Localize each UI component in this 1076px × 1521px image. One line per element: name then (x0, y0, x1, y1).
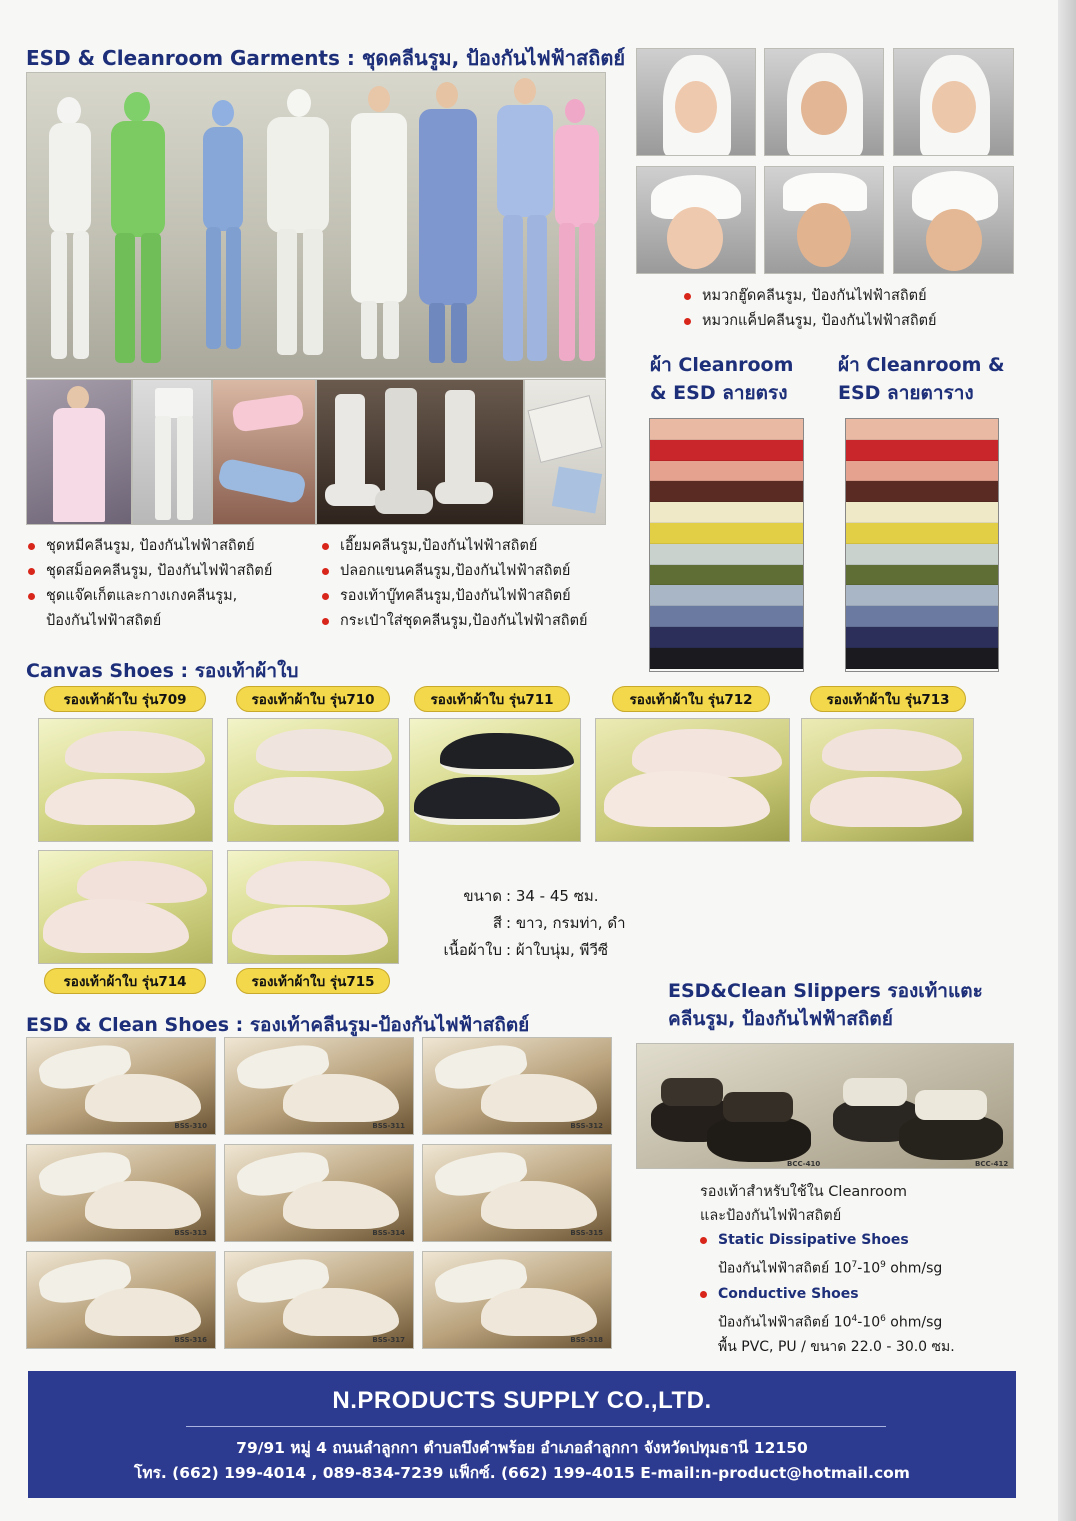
clean-shoes-grid (26, 1037, 612, 1349)
canvas-shoes-title: Canvas Shoes : รองเท้าผ้าใบ (26, 660, 299, 682)
garment-item-continued: ป้องกันไฟฟ้าสถิตย์ (46, 613, 162, 629)
canvas-shoe-712-photo (595, 718, 790, 842)
garment-item: ชุดสม็อคคลีนรูม, ป้องกันไฟฟ้าสถิตย์ (24, 559, 272, 584)
spec-label-material: เนื้อผ้าใบ (443, 941, 502, 959)
hat-item: หมวกแค็ปคลีนรูม, ป้องกันไฟฟ้าสถิตย์ (680, 309, 937, 334)
shoe-upper (85, 1074, 201, 1122)
fabric-check-title-line2: ESD ลายตาราง (838, 382, 974, 404)
conductive-range-mid: -10 (857, 1314, 881, 1331)
slippers-title-line2: คลีนรูม, ป้องกันไฟฟ้าสถิตย์ (668, 1008, 893, 1030)
shoe-upper (283, 1074, 399, 1122)
fabric-color-swatch (650, 606, 803, 627)
shoe-model-code: BSS-310 (174, 1122, 207, 1130)
model-tag-712: รองเท้าผ้าใบ รุ่น712 (612, 686, 770, 712)
fabric-color-swatch (846, 440, 998, 461)
garment-figures-illustration (27, 73, 606, 378)
fabric-check-title-line1: ผ้า Cleanroom & (838, 354, 1005, 376)
company-contact: โทร. (662) 199-4014 , 089-834-7239 แฟ็กซ์. (662) 199-4015 E-mail:n-product@hotmail.com (134, 1464, 910, 1482)
dissipative-label: Static Dissipative Shoes (696, 1228, 955, 1253)
fabric-color-swatch (846, 627, 998, 648)
cap-photo-2 (764, 166, 884, 274)
fabric-color-swatch (650, 419, 803, 440)
model-tag-714: รองเท้าผ้าใบ รุ่น714 (44, 968, 206, 994)
hood-photo-3 (893, 48, 1014, 156)
spec-values (506, 883, 626, 964)
fabric-straight-title-line1: ผ้า Cleanroom (650, 354, 794, 376)
figure-blue-coverall-1 (203, 100, 243, 349)
garments-title: ESD & Cleanroom Garments : ชุดคลีนรูม, ป้องกันไฟฟ้าสถิตย์ (26, 46, 626, 70)
slippers-title-line1: ESD&Clean Slippers รองเท้าแตะ (668, 980, 983, 1002)
clean-shoe-photo (224, 1037, 414, 1135)
clean-shoe-photo (26, 1251, 216, 1349)
clean-shoe-photo (26, 1037, 216, 1135)
conductive-unit: ohm/sg (885, 1314, 943, 1331)
canvas-shoe-710-photo (227, 718, 399, 842)
shoe-upper (481, 1288, 597, 1336)
apron-photo (26, 379, 132, 525)
fabric-swatch-check (845, 418, 999, 672)
fabric-color-swatch (650, 565, 803, 586)
page-edge (1058, 0, 1076, 1521)
canvas-shoe-714-photo (38, 850, 213, 964)
dissipative-exp-low: 7 (851, 1260, 858, 1270)
canvas-shoe-715-photo (227, 850, 399, 964)
shoe-model-code: BSS-317 (372, 1336, 405, 1344)
shoe-model-code: BSS-313 (174, 1229, 207, 1237)
fabric-color-swatch (846, 419, 998, 440)
garment-item: กระเป๋าใส่ชุดคลีนรูม,ป้องกันไฟฟ้าสถิตย์ (318, 609, 588, 634)
model-tag-713: รองเท้าผ้าใบ รุ่น713 (810, 686, 966, 712)
garment-item: ชุดแจ๊คเก็ตและกางเกงคลีนรูม, (24, 584, 272, 609)
dissipative-exp-high: 9 (880, 1260, 886, 1270)
spec-value-size: : 34 - 45 ซม. (506, 887, 599, 905)
fabric-color-swatch (846, 523, 998, 544)
figure-pink-jacket (555, 99, 599, 361)
slipper-code: BCC-412 (975, 1160, 1009, 1168)
fabric-color-swatch (650, 461, 803, 482)
model-tag-715: รองเท้าผ้าใบ รุ่น715 (236, 968, 390, 994)
shoe-upper (283, 1181, 399, 1229)
cap-photo-3 (893, 166, 1014, 274)
model-tag-709: รองเท้าผ้าใบ รุ่น709 (44, 686, 206, 712)
company-address: 79/91 หมู่ 4 ถนนลำลูกกา ตำบลบึงคำพร้อย อำเภอลำลูกกา จังหวัดปทุมธานี 12150 (236, 1439, 808, 1457)
fabric-color-swatch (650, 440, 803, 461)
fabric-color-swatch (846, 648, 998, 669)
clean-shoe-photo (422, 1251, 612, 1349)
figure-blue-smock (419, 82, 477, 363)
fabric-swatch-straight (649, 418, 804, 672)
garment-list-left (24, 534, 272, 634)
dissipative-range-mid: -10 (857, 1260, 881, 1277)
clean-shoe-photo (224, 1251, 414, 1349)
fabric-color-swatch (650, 585, 803, 606)
slipper-code: BCC-410 (787, 1160, 821, 1168)
fabric-color-swatch (846, 565, 998, 586)
garment-item: ชุดหมีคลีนรูม, ป้องกันไฟฟ้าสถิตย์ (24, 534, 272, 559)
shoe-types-list (696, 1228, 955, 1360)
fabric-color-swatch (650, 627, 803, 648)
company-name: N.PRODUCTS SUPPLY CO.,LTD. (332, 1387, 712, 1414)
fabric-straight-title-line2: & ESD ลายตรง (650, 382, 788, 404)
shoe-model-code: BSS-318 (570, 1336, 603, 1344)
figure-blue-jacket (497, 78, 553, 361)
clean-shoes-title: ESD & Clean Shoes : รองเท้าคลีนรูม-ป้องกันไฟฟ้าสถิตย์ (26, 1014, 530, 1036)
garment-item: ปลอกแขนคลีนรูม,ป้องกันไฟฟ้าสถิตย์ (318, 559, 588, 584)
footer-divider (186, 1426, 886, 1427)
slippers-description (700, 1180, 907, 1228)
spec-labels (420, 883, 502, 964)
dissipative-value (696, 1253, 955, 1282)
hat-item: หมวกฮู๊ดคลีนรูม, ป้องกันไฟฟ้าสถิตย์ (680, 284, 937, 309)
shoe-model-code: BSS-312 (570, 1122, 603, 1130)
hood-photo-1 (636, 48, 756, 156)
fabric-color-swatch (846, 585, 998, 606)
fabric-color-swatch (846, 606, 998, 627)
shoe-upper (85, 1288, 201, 1336)
model-tag-711: รองเท้าผ้าใบ รุ่น711 (414, 686, 570, 712)
figure-white-coverall-2 (267, 89, 329, 355)
fabric-color-swatch (650, 502, 803, 523)
model-tag-710: รองเท้าผ้าใบ รุ่น710 (236, 686, 390, 712)
conductive-label: Conductive Shoes (696, 1282, 955, 1307)
slippers-photo (636, 1043, 1014, 1169)
slippers-desc-line1: รองเท้าสำหรับใช้ใน Cleanroom (700, 1184, 907, 1200)
conductive-exp-high: 6 (880, 1313, 886, 1324)
hood-photo-2 (764, 48, 884, 156)
shoe-model-code: BSS-314 (372, 1229, 405, 1237)
shoe-upper (85, 1181, 201, 1229)
conductive-exp-low: 4 (851, 1313, 858, 1324)
garment-bag-photo (524, 379, 606, 525)
spec-value-color: : ขาว, กรมท่า, ดำ (506, 914, 626, 932)
sole-size-info: พื้น PVC, PU / ขนาด 22.0 - 30.0 ซม. (718, 1339, 955, 1356)
garments-main-photo (26, 72, 606, 378)
dissipative-unit: ohm/sg (885, 1260, 943, 1277)
fabric-color-swatch (846, 461, 998, 482)
sleeve-cover-photo (212, 379, 316, 525)
fabric-color-swatch (650, 544, 803, 565)
spec-label-color: สี (492, 914, 502, 932)
canvas-shoe-711-photo (409, 718, 581, 842)
fabric-color-swatch (846, 502, 998, 523)
fabric-color-swatch (650, 523, 803, 544)
figure-white-smock (351, 86, 407, 359)
clean-shoe-photo (224, 1144, 414, 1242)
shoe-model-code: BSS-315 (570, 1229, 603, 1237)
pants-photo (132, 379, 212, 525)
hats-photo-grid (636, 48, 1014, 274)
clean-shoe-photo (422, 1037, 612, 1135)
dissipative-prefix: ป้องกันไฟฟ้าสถิตย์ 10 (718, 1260, 852, 1277)
garment-item: เอี๊ยมคลีนรูม,ป้องกันไฟฟ้าสถิตย์ (318, 534, 588, 559)
conductive-prefix: ป้องกันไฟฟ้าสถิตย์ 10 (718, 1314, 852, 1331)
conductive-value (696, 1307, 955, 1336)
canvas-shoe-709-photo (38, 718, 213, 842)
hat-list (680, 284, 937, 334)
garment-item: รองเท้าบู๊ทคลีนรูม,ป้องกันไฟฟ้าสถิตย์ (318, 584, 588, 609)
clean-shoe-photo (26, 1144, 216, 1242)
figure-white-coverall-1 (49, 97, 91, 359)
shoe-model-code: BSS-311 (372, 1122, 405, 1130)
spec-value-material: : ผ้าใบนุ่ม, พีวีซี (506, 941, 609, 959)
shoe-upper (481, 1181, 597, 1229)
boots-photo (316, 379, 524, 525)
company-footer (28, 1371, 1016, 1498)
fabric-color-swatch (846, 544, 998, 565)
garment-list-right (318, 534, 588, 634)
cap-photo-1 (636, 166, 756, 274)
shoe-upper (283, 1288, 399, 1336)
clean-shoe-photo (422, 1144, 612, 1242)
fabric-color-swatch (650, 481, 803, 502)
fabric-color-swatch (650, 648, 803, 669)
fabric-color-swatch (846, 481, 998, 502)
figure-green-coverall (111, 92, 165, 363)
canvas-shoe-713-photo (801, 718, 974, 842)
shoe-model-code: BSS-316 (174, 1336, 207, 1344)
spec-label-size: ขนาด (463, 887, 502, 905)
shoe-upper (481, 1074, 597, 1122)
slippers-desc-line2: และป้องกันไฟฟ้าสถิตย์ (700, 1208, 842, 1224)
